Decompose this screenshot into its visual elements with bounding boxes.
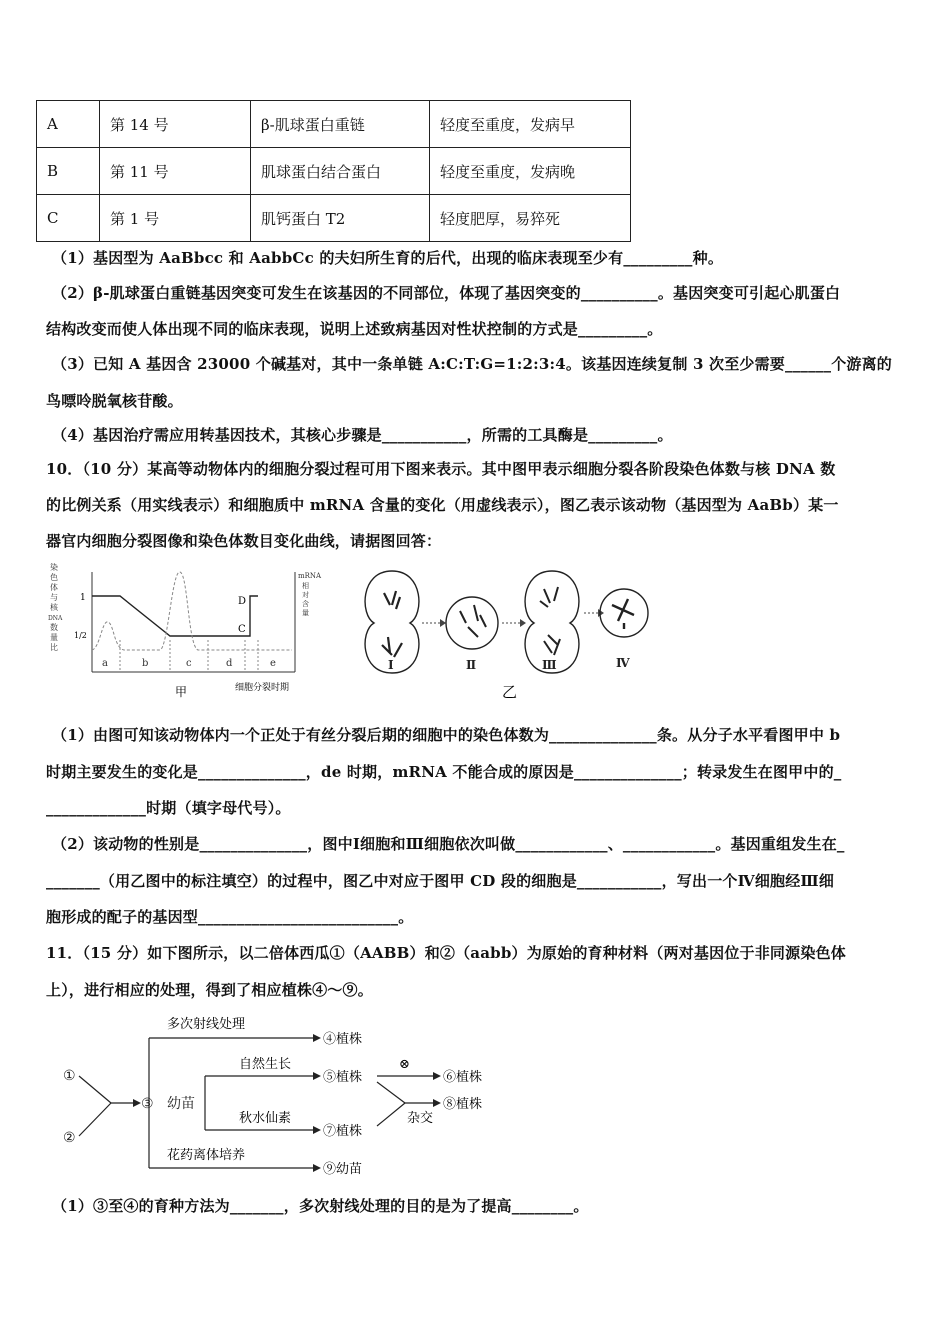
cross-line — [377, 1082, 405, 1103]
arrowhead — [520, 619, 526, 627]
node-3: ③ — [141, 1096, 154, 1112]
y-axis-right-label-char: 对 — [302, 591, 309, 599]
node-2: ② — [63, 1130, 76, 1146]
q10-line-1: 10．（10 分）某高等动物体内的细胞分裂过程可用下图来表示。其中图甲表示细胞分裂各阶段染色体数与核 DNA 数 — [46, 460, 836, 478]
y-axis-right-label-char: 含 — [302, 600, 309, 608]
table-cell: 第 1 号 — [100, 195, 251, 242]
gene-table — [36, 100, 631, 242]
table-cell: 轻度至重度，发病晚 — [430, 148, 631, 195]
chromosomes — [382, 591, 402, 657]
plant-8: ⑧植株 — [443, 1097, 483, 1112]
q10-line-2: 的比例关系（用实线表示）和细胞质中 mRNA 含量的变化（用虚线表示），图乙表示该动物（基因型为 AaBb）某一 — [46, 496, 839, 514]
y-axis-right-label-char: mRNA — [298, 572, 322, 580]
cell-membrane — [446, 597, 498, 649]
plant-5: ⑤植株 — [323, 1070, 363, 1085]
figure-caption-yi: 乙 — [502, 683, 518, 700]
table-cell: β-肌球蛋白重链 — [251, 101, 430, 148]
y-axis-label-char: 数 — [50, 623, 58, 632]
x-axis-label: 细胞分裂时期 — [235, 683, 290, 693]
cell-4 — [600, 589, 648, 637]
q10-sub-6: 胞形成的配子的基因型__________________________。 — [46, 908, 414, 926]
point-label-d: D — [238, 596, 247, 607]
label-anther-culture: 花药离体培养 — [167, 1148, 246, 1163]
tick-label-half: 1/2 — [74, 631, 87, 640]
label-colchicine: 秋水仙素 — [239, 1111, 292, 1126]
merge-line — [79, 1103, 111, 1136]
table-cell: 肌球蛋白结合蛋白 — [251, 148, 430, 195]
cell-label-4: Ⅳ — [616, 656, 630, 670]
cross-line — [377, 1103, 405, 1126]
table-row — [37, 195, 631, 242]
table-row — [37, 101, 631, 148]
chromosomes — [540, 587, 560, 655]
stage-label-a: a — [102, 658, 108, 669]
cell-label-3: Ⅲ — [542, 658, 557, 672]
q9-line-6: （4）基因治疗需应用转基因技术，其核心步骤是___________，所需的工具酶是_________。 — [52, 426, 673, 444]
y-axis-label-char: 色 — [50, 573, 58, 582]
plant-4: ④植株 — [323, 1032, 363, 1047]
y-axis-label-char: DNA — [48, 615, 63, 622]
q9-line-1: （1）基因型为 AaBbcc 和 AabbCc 的夫妇所生育的后代，出现的临床表现至少有_________种。 — [52, 249, 724, 267]
q11-sub-1: （1）③至④的育种方法为_______，多次射线处理的目的是为了提高________。 — [52, 1197, 589, 1215]
merge-line — [79, 1076, 111, 1103]
table-cell: 第 11 号 — [100, 148, 251, 195]
table-cell: 肌钙蛋白 T2 — [251, 195, 430, 242]
seedling-9: ⑨幼苗 — [323, 1162, 363, 1177]
table-cell: C — [37, 195, 100, 242]
mrna-line — [92, 572, 292, 650]
breeding-diagram — [55, 1010, 515, 1180]
table-cell: A — [37, 101, 100, 148]
q11-line-2: 上），进行相应的处理，得到了相应植株④～⑨。 — [46, 981, 373, 999]
y-axis-label-char: 染 — [50, 563, 58, 572]
arrowhead — [313, 1164, 321, 1172]
label-cross: 杂交 — [407, 1111, 434, 1126]
seedling-label: 幼苗 — [167, 1096, 195, 1112]
cell-label-2: Ⅱ — [466, 658, 477, 672]
q10-sub-5: _______（用乙图中的标注填空）的过程中，图乙中对应于图甲 CD 段的细胞是___________，写出一个Ⅳ细胞经Ⅲ细 — [46, 872, 835, 890]
q10-sub-1: （1）由图可知该动物体内一个正处于有丝分裂后期的细胞中的染色体数为______________条。从分子水平看图甲中 b — [52, 726, 841, 744]
q9-line-3: 结构改变而使人体出现不同的临床表现，说明上述致病基因对性状控制的方式是_________。 — [46, 320, 663, 338]
plant-7: ⑦植株 — [323, 1124, 363, 1139]
table-cell: 第 14 号 — [100, 101, 251, 148]
table-row — [37, 148, 631, 195]
arrowhead — [313, 1034, 321, 1042]
y-axis-label-char: 与 — [50, 593, 58, 602]
q9-line-5: 鸟嘌呤脱氧核苷酸。 — [46, 392, 183, 410]
y-axis-label-char: 核 — [50, 603, 58, 612]
point-label-c: C — [238, 624, 246, 635]
y-axis-right-label-char: 相 — [302, 582, 309, 590]
chromosomes — [612, 599, 634, 629]
chromosomes — [460, 605, 486, 637]
y-axis-right-label — [298, 572, 322, 617]
q10-sub-4: （2）该动物的性别是______________，图中Ⅰ细胞和Ⅲ细胞依次叫做____________、____________。基因重组发生在_ — [52, 835, 845, 853]
q11-line-1: 11．（15 分）如下图所示，以二倍体西瓜①（AABB）和②（aabb）为原始的育种材料（两对基因位于非同源染色体 — [46, 944, 846, 962]
y-axis-right-label-char: 量 — [302, 609, 309, 617]
q10-sub-3: _____________时期（填字母代号）。 — [46, 799, 291, 817]
ratio-line — [92, 596, 258, 636]
cell-membrane — [600, 589, 648, 637]
y-axis-label — [48, 562, 63, 652]
node-1: ① — [63, 1068, 76, 1084]
arrowhead — [433, 1099, 441, 1107]
q10-line-3: 器官内细胞分裂图像和染色体数目变化曲线，请据图回答： — [46, 532, 442, 550]
arrowhead — [440, 619, 446, 627]
plant-6: ⑥植株 — [443, 1070, 483, 1085]
arrowhead — [433, 1072, 441, 1080]
q9-line-2: （2）β-肌球蛋白重链基因突变可发生在该基因的不同部位，体现了基因突变的__________。基因突变可引起心肌蛋白 — [52, 284, 841, 302]
tick-label-1: 1 — [80, 593, 86, 603]
arrowhead — [598, 609, 604, 617]
q10-sub-2: 时期主要发生的变化是______________，de 时期，mRNA 不能合成的原因是______________；转录发生在图甲中的_ — [46, 763, 842, 781]
figure-jia — [40, 560, 330, 700]
cell-label-1: Ⅰ — [388, 658, 394, 672]
selfing-symbol: ⊗ — [399, 1057, 410, 1072]
table-cell: 轻度肥厚，易猝死 — [430, 195, 631, 242]
stage-label-b: b — [142, 658, 149, 669]
q9-line-4: （3）已知 A 基因含 23000 个碱基对，其中一条单链 A:C:T:G=1:2:3:4。该基因连续复制 3 次至少需要______个游离的 — [52, 355, 893, 373]
stage-label-e: e — [270, 658, 276, 669]
y-axis-label-char: 体 — [50, 583, 58, 592]
stage-label-c: c — [186, 658, 192, 669]
arrowhead — [133, 1099, 141, 1107]
stage-label-d: d — [226, 658, 233, 669]
label-radiation: 多次射线处理 — [167, 1017, 246, 1032]
figure-yi — [362, 565, 662, 700]
table-cell: 轻度至重度，发病早 — [430, 101, 631, 148]
cell-2 — [446, 597, 498, 649]
arrowhead — [313, 1072, 321, 1080]
figure-caption-jia: 甲 — [175, 685, 188, 699]
y-axis-label-char: 比 — [50, 643, 58, 652]
y-axis-label-char: 量 — [50, 633, 58, 642]
table-cell: B — [37, 148, 100, 195]
arrowhead — [313, 1126, 321, 1134]
label-natural-growth: 自然生长 — [239, 1057, 292, 1072]
